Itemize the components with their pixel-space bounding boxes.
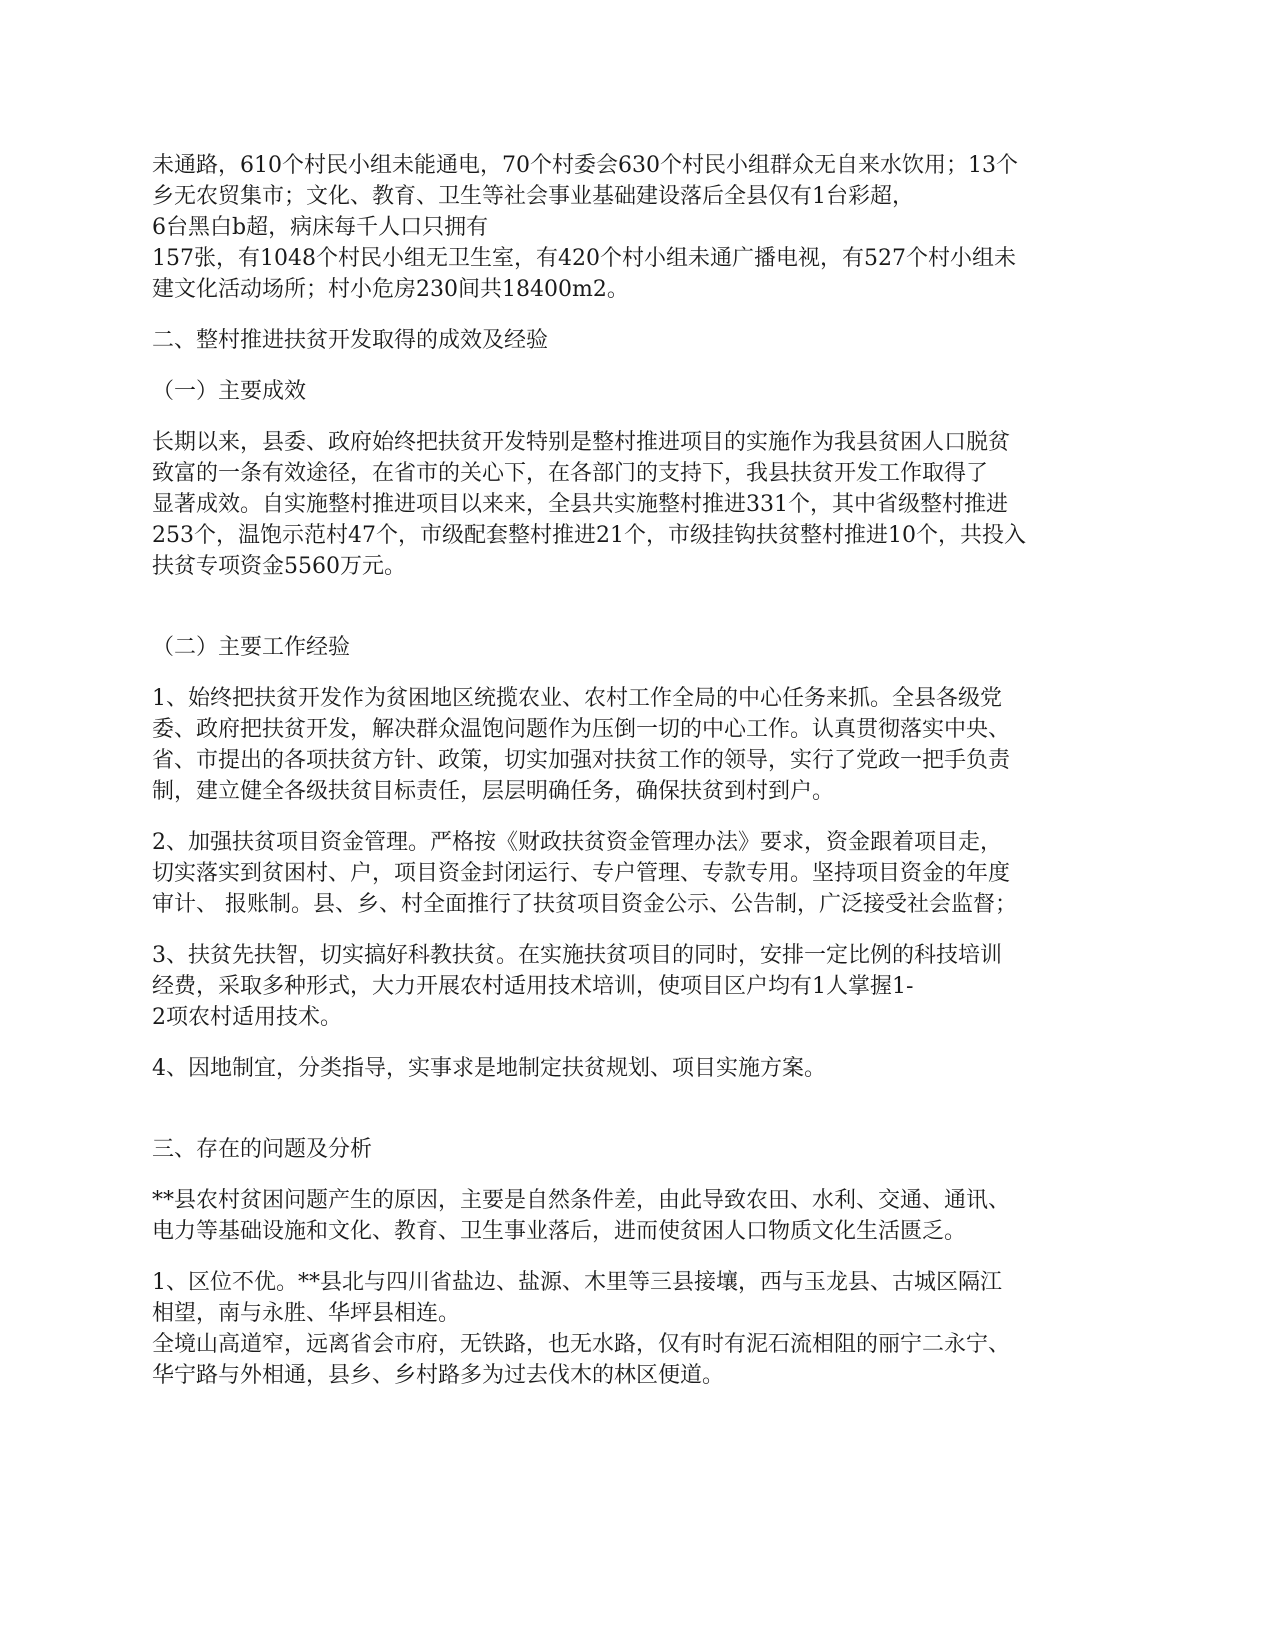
text-line: 2项农村适用技术。 (152, 1005, 342, 1030)
text-line: 制，建立健全各级扶贫目标责任，层层明确任务，确保扶贫到村到户。 (152, 779, 835, 804)
text-line: 致富的一条有效途径，在省市的关心下，在各部门的支持下，我县扶贫开发工作取得了 (152, 461, 989, 486)
text-line: 4、因地制宜，分类指导，实事求是地制定扶贫规划、项目实施方案。 (152, 1056, 826, 1081)
paragraph-achievements (152, 427, 1132, 582)
text-line: 切实落实到贫困村、户，项目资金封闭运行、专户管理、专款专用。坚持项目资金的年度 (152, 861, 1011, 886)
text-line: 省、市提出的各项扶贫方针、政策，切实加强对扶贫工作的领导，实行了党政一把手负责 (152, 748, 1011, 773)
subheading-work-experience: （二）主要工作经验 (152, 635, 351, 660)
text-line: 委、政府把扶贫开发，解决群众温饱问题作为压倒一切的中心工作。认真贯彻落实中央、 (152, 717, 1011, 742)
paragraph-experience-1 (152, 683, 1132, 807)
text-line: 相望，南与永胜、华坪县相连。 (152, 1301, 461, 1326)
paragraph-infrastructure (152, 150, 1132, 305)
text-line: 建文化活动场所；村小危房230间共18400m2。 (152, 277, 629, 302)
text-line: 6台黑白b超，病床每千人口只拥有 (152, 215, 489, 240)
document-page (152, 150, 1132, 1411)
text-line: 3、扶贫先扶智，切实搞好科教扶贫。在实施扶贫项目的同时，安排一定比例的科技培训 (152, 943, 1002, 968)
text-line: 华宁路与外相通，县乡、乡村路多为过去伐木的林区便道。 (152, 1363, 725, 1388)
paragraph-experience-4 (152, 1053, 1132, 1084)
text-line: 显著成效。自实施整村推进项目以来来，全县共实施整村推进331个，其中省级整村推进 (152, 492, 1008, 517)
paragraph-problem-causes (152, 1185, 1132, 1247)
text-line: 253个，温饱示范村47个，市级配套整村推进21个，市级挂钩扶贫整村推进10个，共投入 (152, 523, 1026, 548)
text-line: 157张，有1048个村民小组无卫生室，有420个村小组未通广播电视，有527个村小组未 (152, 246, 1016, 271)
text-line: 扶贫专项资金5560万元。 (152, 554, 406, 579)
text-line: 长期以来，县委、政府始终把扶贫开发特别是整村推进项目的实施作为我县贫困人口脱贫 (152, 430, 1011, 455)
text-line: 2、加强扶贫项目资金管理。严格按《财政扶贫资金管理办法》要求，资金跟着项目走， (152, 830, 1002, 855)
section-heading-problems: 三、存在的问题及分析 (152, 1137, 373, 1162)
paragraph-location (152, 1267, 1132, 1391)
text-line: 经费，采取多种形式，大力开展农村适用技术培训，使项目区户均有1人掌握1- (152, 974, 914, 999)
section-heading-achievements-experience: 二、整村推进扶贫开发取得的成效及经验 (152, 328, 549, 353)
text-line: **县农村贫困问题产生的原因，主要是自然条件差，由此导致农田、水利、交通、通讯、 (152, 1188, 1011, 1213)
text-line: 1、区位不优。**县北与四川省盐边、盐源、木里等三县接壤，西与玉龙县、古城区隔江 (152, 1270, 1002, 1295)
paragraph-experience-2 (152, 827, 1132, 920)
paragraph-experience-3 (152, 940, 1132, 1033)
text-line: 审计、 报账制。县、乡、村全面推行了扶贫项目资金公示、公告制，广泛接受社会监督； (152, 892, 1017, 917)
text-line: 1、始终把扶贫开发作为贫困地区统揽农业、农村工作全局的中心任务来抓。全县各级党 (152, 686, 1002, 711)
text-line: 全境山高道窄，远离省会市府，无铁路，也无水路，仅有时有泥石流相阻的丽宁二永宁、 (152, 1332, 1011, 1357)
subheading-main-achievements: （一）主要成效 (152, 379, 307, 404)
text-line: 未通路，610个村民小组未能通电，70个村委会630个村民小组群众无自来水饮用；13个 (152, 153, 1018, 178)
text-line: 电力等基础设施和文化、教育、卫生事业落后，进而使贫困人口物质文化生活匮乏。 (152, 1219, 967, 1244)
text-line: 乡无农贸集市；文化、教育、卫生等社会事业基础建设落后全县仅有1台彩超， (152, 184, 914, 209)
